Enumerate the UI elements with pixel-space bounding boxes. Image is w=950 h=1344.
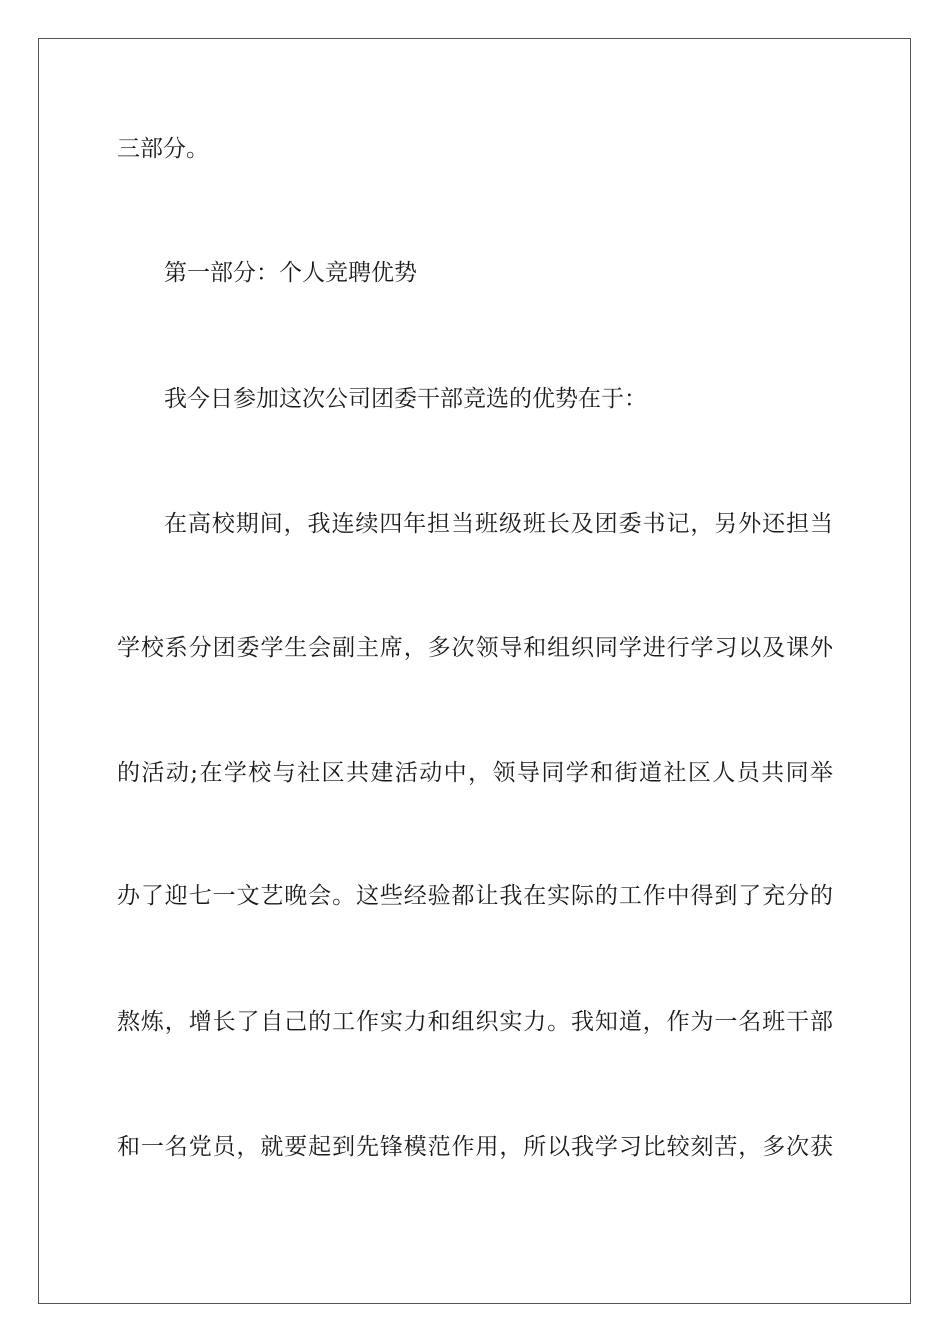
paragraph-intro: 我今日参加这次公司团委干部竞选的优势在于：: [164, 386, 647, 412]
paragraph-line: 学校系分团委学生会副主席，多次领导和组织同学进行学习以及课外: [117, 635, 833, 661]
paragraph-line: 熬炼，增长了自己的工作实力和组织实力。我知道，作为一名班干部: [117, 1009, 833, 1035]
text-line-continuation: 三部分。: [117, 136, 209, 162]
paragraph-line: 办了迎七一文艺晚会。这些经验都让我在实际的工作中得到了充分的: [117, 883, 833, 909]
paragraph-line: 在高校期间，我连续四年担当班级班长及团委书记，另外还担当: [164, 511, 833, 537]
page-border: [38, 38, 911, 1304]
paragraph-line: 的活动;在学校与社区共建活动中，领导同学和街道社区人员共同举: [117, 760, 833, 786]
section-heading: 第一部分：个人竞聘优势: [164, 260, 417, 286]
paragraph-line: 和一名党员，就要起到先锋模范作用，所以我学习比较刻苦，多次获: [117, 1134, 833, 1160]
